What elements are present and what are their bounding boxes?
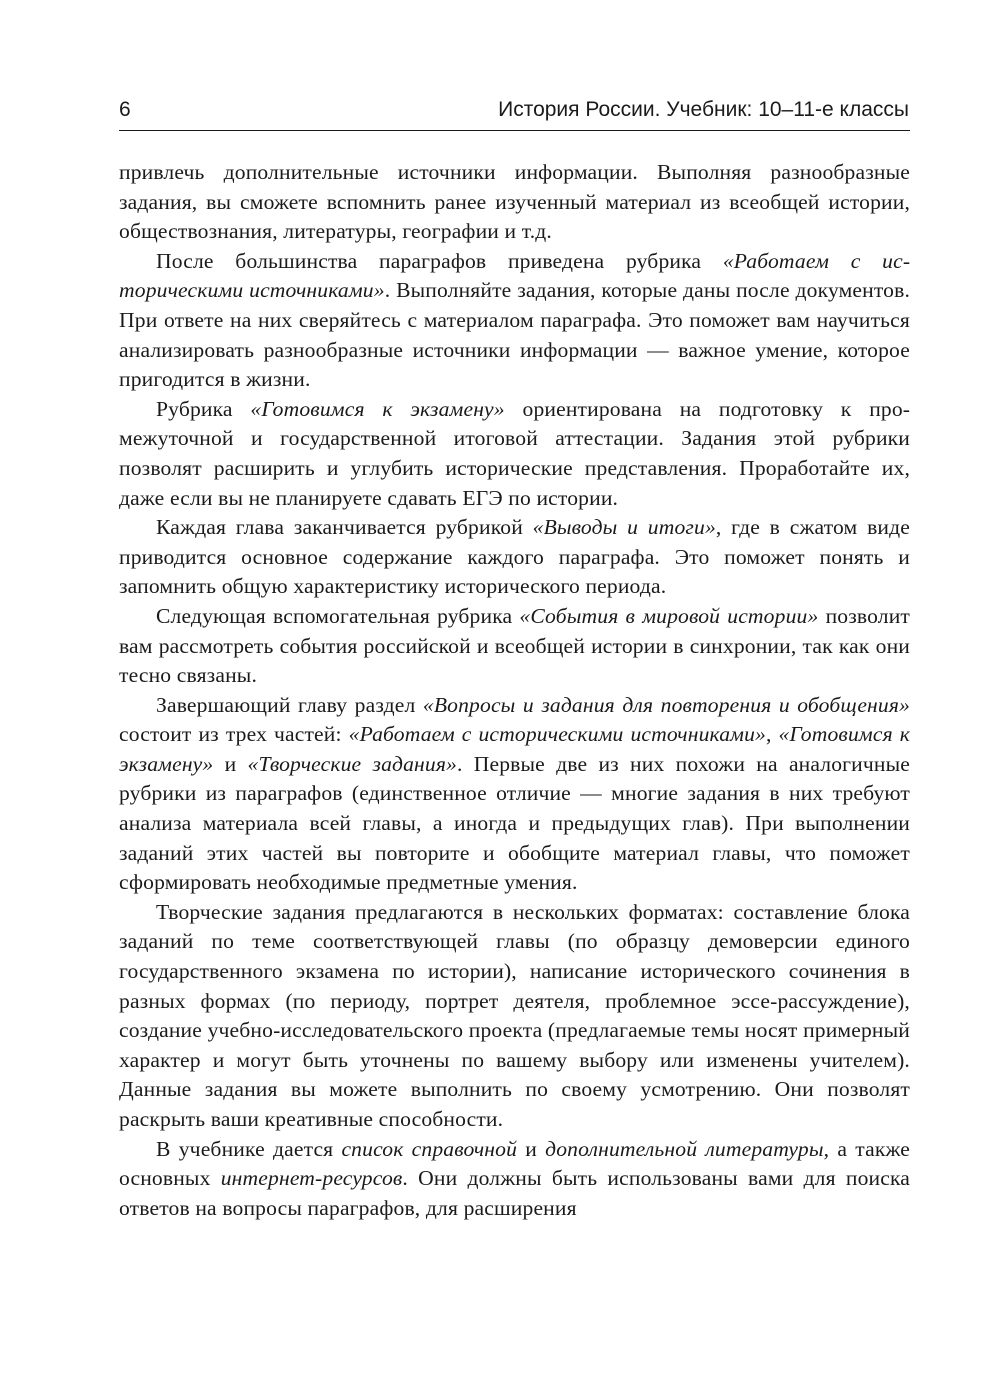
paragraph [119,395,910,513]
paragraph [119,247,910,395]
text-run: позволит вам рассмотреть события российской и всеобщей истории в синхронии, так как они тесно связаны. [119,603,910,688]
italic-phrase: дополнительной литературы [545,1136,824,1161]
italic-phrase: «События в мировой истории» [519,603,819,628]
text-run: . Они должны быть использованы вами для поиска ответов на вопросы параграфов, для расширения [119,1166,911,1220]
italic-phrase: список справочной [341,1136,518,1161]
text-run: . Выполняйте задания, которые даны после документов. При ответе на них сверяйтесь с материалом параграфа. Это поможет вам научиться анализировать разнообразные источники информации — важное умение, которое пригодится в жизни. [119,278,910,392]
italic-phrase: «Готовимся к экзамену» [250,396,505,421]
paragraph [119,158,910,247]
italic-phrase: «Работаем с историческими источниками» [119,248,911,303]
italic-phrase: интернет-ресурсов [220,1166,403,1191]
text-run: Завершающий главу раздел [156,692,423,717]
page-number: 6 [119,98,131,121]
italic-phrase: «Работаем с историческими источниками» [348,722,766,747]
book-title: История России. Учебник: 10–11-е классы [498,98,909,121]
text-run: и [213,751,248,776]
text-run: , где в сжатом виде приводится основное содержание каждого параграфа. Это поможет понять и запомнить общую характеристику исторического периода. [119,515,910,599]
italic-phrase: «Готовимся к экзамену» [119,722,910,776]
italic-phrase: «Вопросы и задания для повторения и обобщения» [422,692,911,717]
text-run: Каждая глава заканчивается рубрикой [156,515,533,540]
paragraph [119,513,910,602]
italic-phrase: «Творческие задания» [247,751,457,776]
text-run: . Первые две из них похожи на аналогичные рубрики из параграфов (единственное отличие — многие задания в них требуют анализа материала всей главы, а иногда и предыдущих глав). При выполнении заданий этих частей вы повторите и обобщите материал главы, что поможет сформировать необходимые предметные умения. [119,751,910,895]
text-run: Следующая вспомогательная рубрика [156,603,520,628]
paragraph [119,691,910,898]
body-text [119,158,910,1223]
italic-phrase: «Выводы и итоги» [532,515,716,540]
text-run: Творческие задания предлагаются в нескольких форматах: составление блока заданий по теме соответствующей главы (по образцу демоверсии единого государственного экзамена по истории), написание исторического сочинения в разных формах (по периоду, портрет деятеля, проблемное эссе-рассуждение), создание учебно-исследовательского проекта (предлагаемые темы носят примерный характер и могут быть уточнены по вашему выбору или изменены учителем). Данные задания вы можете выполнить по своему усмотрению. Они позволят раскрыть ваши креативные способности. [119,899,910,1131]
text-run: состоит из трех частей: [119,722,349,747]
text-run: , [766,722,779,747]
text-run: В учебнике дается [156,1136,342,1161]
text-run: ориентирована на подготовку к промежуточной и государственной итоговой аттестации. Задания этой рубрики позволят расширить и углубить исторические представления. Проработайте их, даже если вы не планируете сдавать ЕГЭ по истории. [119,396,910,510]
paragraph [119,602,910,691]
text-run: привлечь дополнительные источники информации. Выполняя разнообразные задания, вы сможете вспомнить ранее изученный материал из всеобщей истории, обществознания, литературы, географии и т.д. [119,160,910,244]
text-run: После большинства параграфов приведена рубрика [156,248,723,273]
text-run: , а также основных [119,1136,910,1191]
running-head [119,94,910,131]
paragraph [119,1135,910,1224]
text-run: и [517,1136,546,1161]
text-run: Рубрика [156,396,251,421]
paragraph [119,898,910,1135]
